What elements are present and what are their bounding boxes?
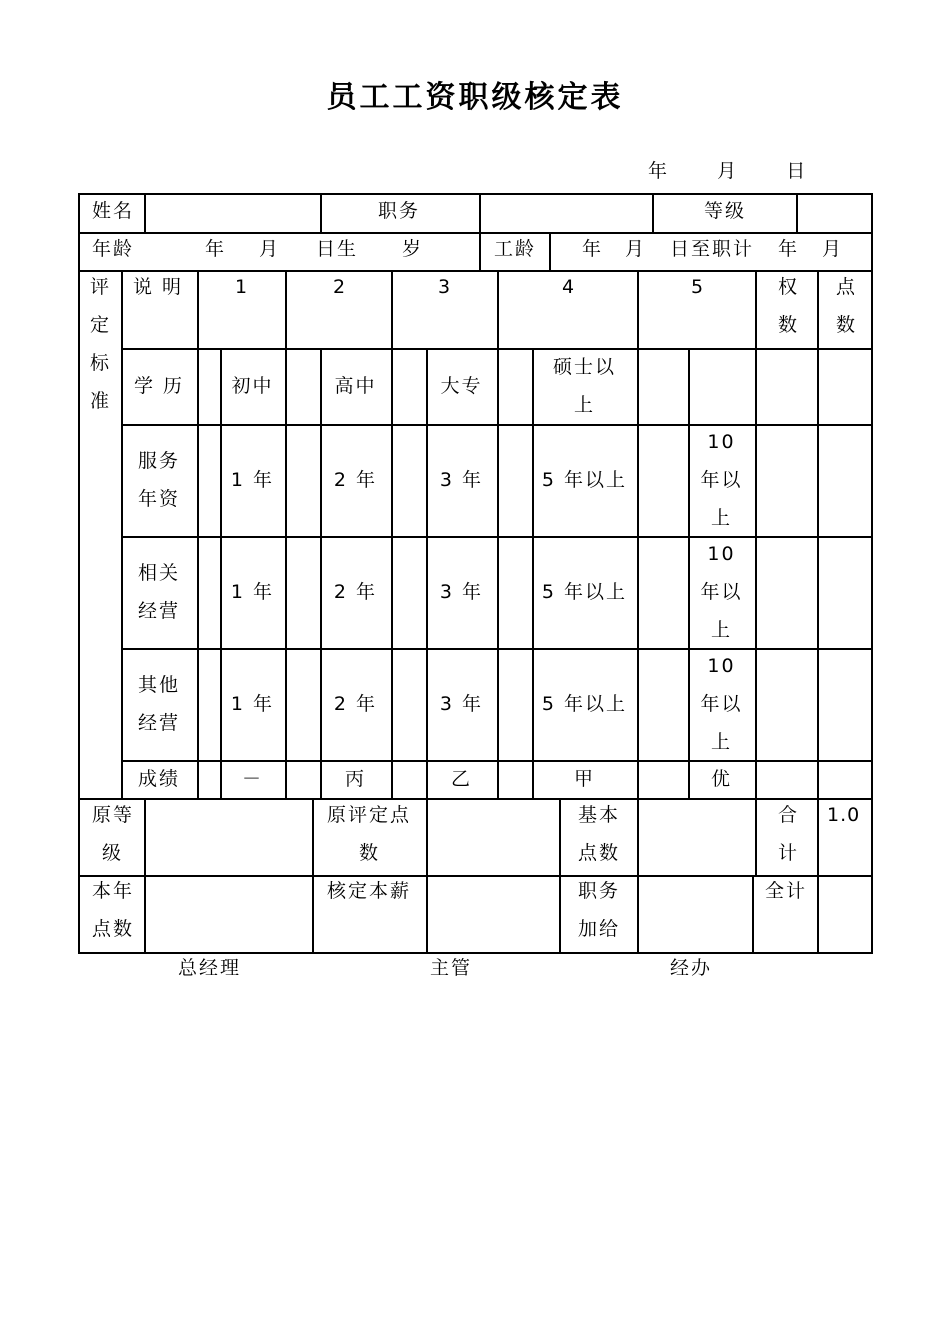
criteria-value: 丙 (344, 768, 366, 790)
year-points-label: 点数 (92, 918, 135, 940)
criteria-value: 3 年 (439, 581, 484, 603)
col-line (559, 798, 561, 953)
seniority-to: 日至职计 (670, 238, 755, 260)
criteria-value: 年以 (700, 693, 743, 715)
col-line (549, 232, 551, 270)
level-1: 1 (235, 276, 249, 298)
criteria-value: 上 (710, 731, 732, 753)
criteria-value: 5 年以上 (541, 693, 628, 715)
criteria-value: 上 (710, 619, 732, 641)
col-line (285, 270, 287, 798)
total-label: 计 (778, 842, 800, 864)
section-label-char: 标 (90, 352, 112, 374)
date-month: 月 (717, 160, 737, 182)
criteria-value: 2 年 (333, 469, 378, 491)
signature-handler: 经办 (670, 957, 713, 979)
col-line (426, 798, 428, 953)
orig-points-label: 数 (359, 842, 381, 864)
criteria-value: 上 (710, 507, 732, 529)
criteria-value: 初中 (231, 375, 274, 397)
criteria-row-label: 年资 (137, 488, 180, 510)
criteria-value: 3 年 (439, 693, 484, 715)
level-3: 3 (438, 276, 452, 298)
criteria-value: 10 (707, 655, 736, 677)
position-bonus-label: 加给 (578, 918, 621, 940)
col-line (320, 194, 322, 232)
age-unit: 岁 (402, 238, 424, 260)
row-line (78, 875, 873, 877)
criteria-value: 硕士以 (552, 356, 616, 378)
approved-salary-label: 核定本薪 (327, 880, 412, 902)
col-line (637, 798, 639, 953)
points-label: 数 (836, 314, 858, 336)
criteria-row-label: 相关 (137, 562, 180, 584)
section-label-char: 准 (90, 390, 112, 412)
criteria-row-label: 经营 (137, 712, 180, 734)
signature-supervisor: 主管 (430, 957, 473, 979)
criteria-value: 5 年以上 (541, 581, 628, 603)
col-line (197, 270, 199, 798)
date-year: 年 (648, 160, 668, 182)
criteria-value: 10 (707, 543, 736, 565)
row-line (78, 798, 873, 800)
col-line (817, 270, 819, 798)
criteria-value: 甲 (573, 768, 595, 790)
col-line (144, 194, 146, 232)
name-label: 姓名 (92, 200, 135, 222)
level-2: 2 (333, 276, 347, 298)
total-value: 1.0 (827, 804, 861, 826)
criteria-value: 年以 (700, 469, 743, 491)
criteria-value: 乙 (450, 768, 472, 790)
col-line (144, 798, 146, 953)
orig-grade-label: 级 (102, 842, 124, 864)
explain-label: 说 明 (133, 276, 184, 298)
grade-label: 等级 (704, 200, 747, 222)
col-line (652, 194, 654, 232)
seniority-year2: 年 (778, 238, 800, 260)
col-line (752, 875, 754, 953)
grand-total-label: 全计 (765, 880, 808, 902)
seniority-month: 月 (625, 238, 647, 260)
criteria-value: 优 (710, 768, 732, 790)
criteria-row-label: 成绩 (137, 768, 180, 790)
year-points-label: 本年 (92, 880, 135, 902)
criteria-value: 1 年 (230, 469, 275, 491)
position-label: 职务 (378, 200, 421, 222)
birth-month: 月 (259, 238, 281, 260)
col-line (479, 232, 481, 270)
seniority-label: 工龄 (494, 238, 537, 260)
position-bonus-label: 职务 (578, 880, 621, 902)
criteria-value: 大专 (440, 375, 483, 397)
birth-year: 年 (205, 238, 227, 260)
col-line (391, 270, 393, 798)
col-line (817, 798, 819, 953)
col-line (497, 270, 499, 798)
section-label-char: 定 (90, 314, 112, 336)
base-points-label: 基本 (578, 804, 621, 826)
seniority-month2: 月 (822, 238, 844, 260)
date-day: 日 (786, 160, 806, 182)
seniority-year: 年 (582, 238, 604, 260)
col-line (637, 270, 639, 798)
criteria-value: － (241, 768, 263, 790)
age-label: 年龄 (92, 238, 135, 260)
criteria-value: 高中 (334, 375, 377, 397)
signature-general-manager: 总经理 (178, 957, 242, 979)
level-5: 5 (691, 276, 705, 298)
criteria-value: 1 年 (230, 581, 275, 603)
page-title: 员工工资职级核定表 (326, 80, 624, 115)
criteria-value: 年以 (700, 581, 743, 603)
criteria-value: 5 年以上 (541, 469, 628, 491)
weight-label: 权 (778, 276, 800, 298)
criteria-row-label: 经营 (137, 600, 180, 622)
criteria-value: 1 年 (230, 693, 275, 715)
orig-grade-label: 原等 (92, 804, 135, 826)
col-line (479, 194, 481, 232)
criteria-value: 2 年 (333, 581, 378, 603)
col-line (755, 270, 757, 798)
criteria-value: 上 (573, 394, 595, 416)
col-line (312, 798, 314, 953)
section-label-char: 评 (90, 276, 112, 298)
birth-day: 日生 (316, 238, 359, 260)
col-line (755, 798, 757, 875)
criteria-row-label: 学 历 (133, 375, 185, 397)
base-points-label: 点数 (578, 842, 621, 864)
weight-label: 数 (778, 314, 800, 336)
col-line (796, 194, 798, 232)
criteria-row-label: 其他 (137, 674, 180, 696)
criteria-value: 3 年 (439, 469, 484, 491)
criteria-row-label: 服务 (137, 450, 180, 472)
total-label: 合 (778, 804, 800, 826)
points-label: 点 (836, 276, 858, 298)
orig-points-label: 原评定点 (327, 804, 412, 826)
criteria-value: 2 年 (333, 693, 378, 715)
criteria-value: 10 (707, 431, 736, 453)
level-4: 4 (562, 276, 576, 298)
